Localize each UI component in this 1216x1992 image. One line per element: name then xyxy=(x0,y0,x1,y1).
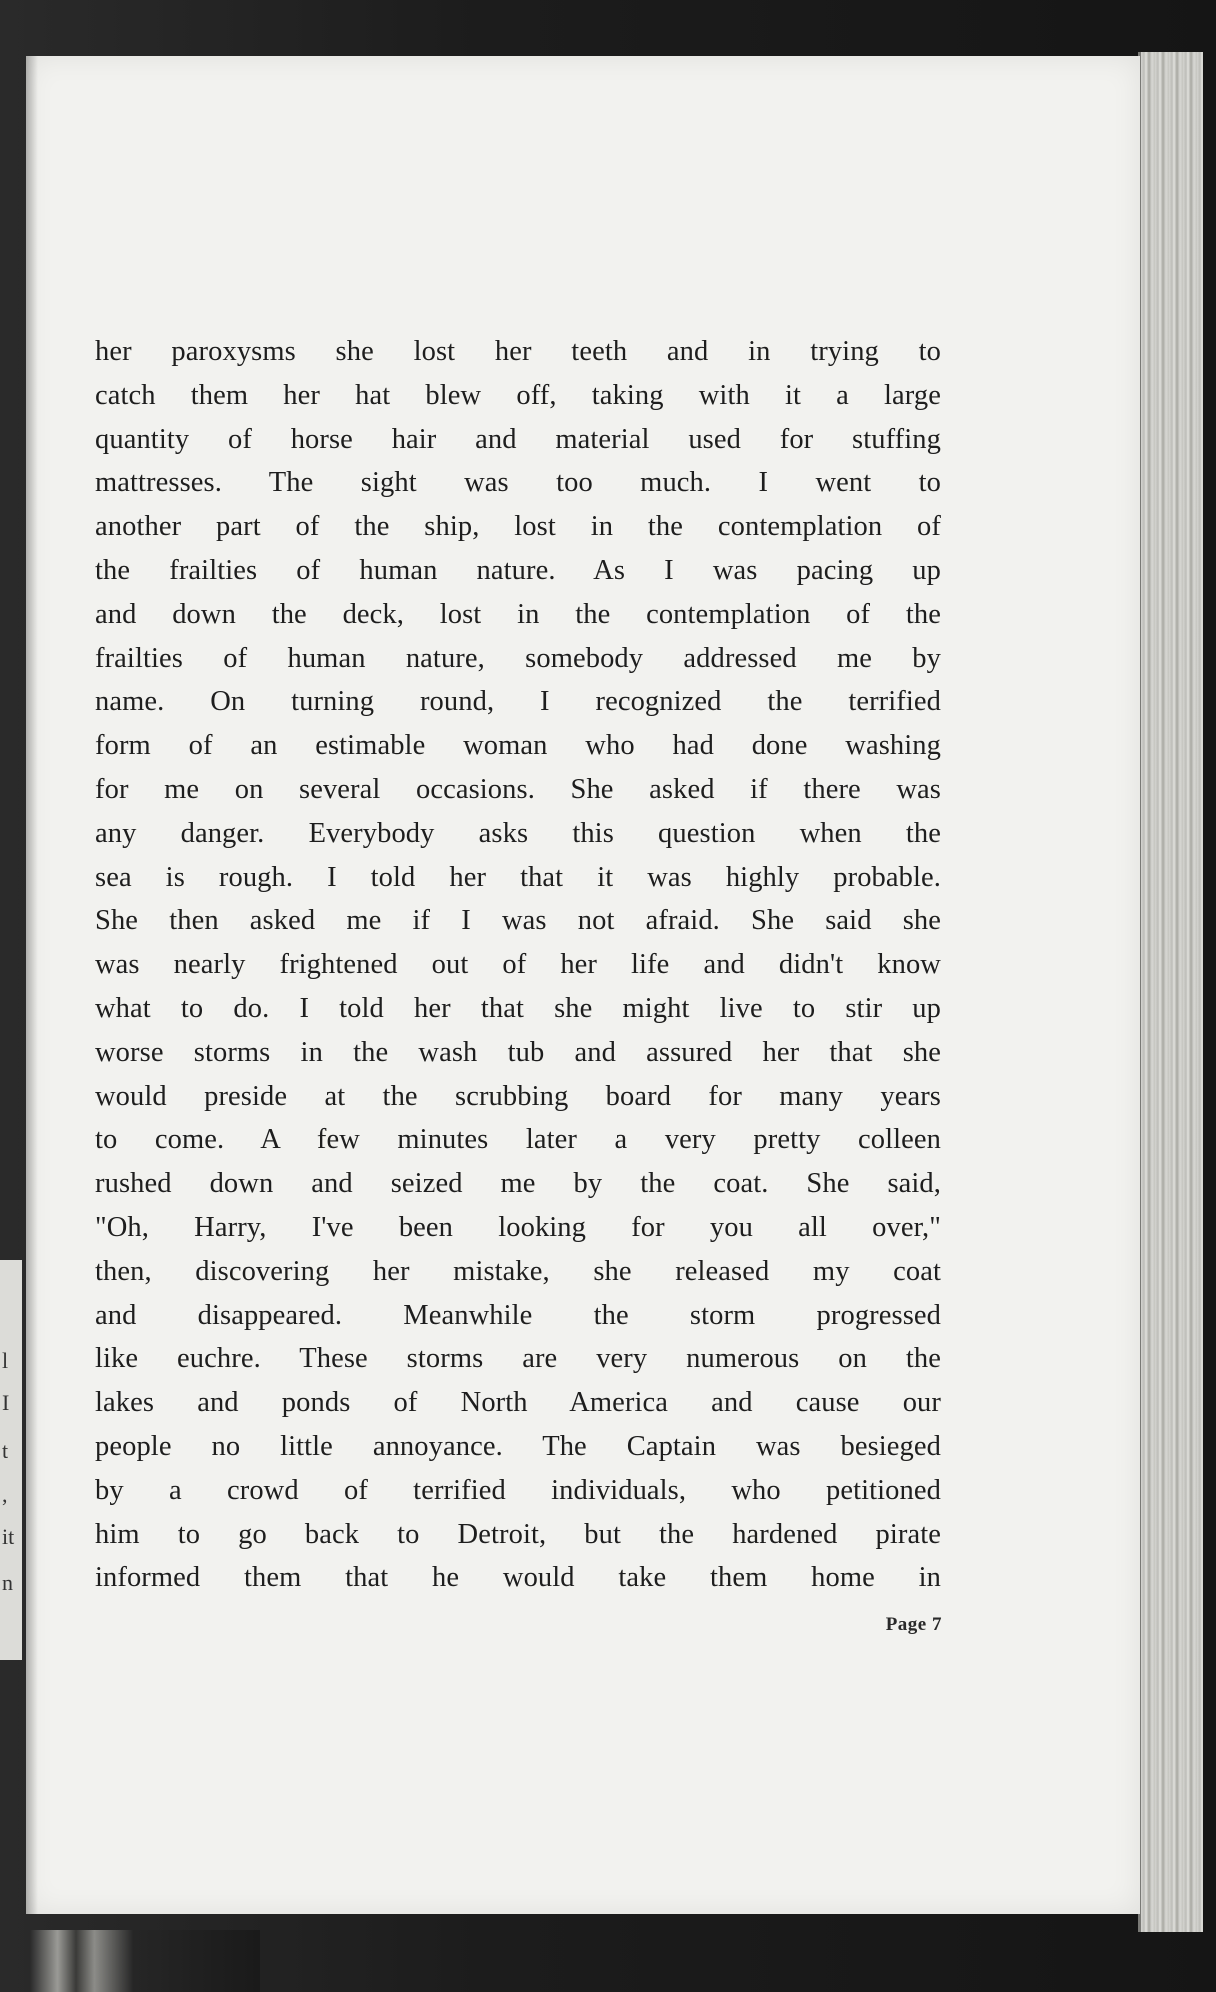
text-line: informed them that he would take them home in xyxy=(95,1562,941,1594)
text-line: the frailties of human nature. As I was pacing up xyxy=(95,554,941,586)
text-line: another part of the ship, lost in the contemplation of xyxy=(95,511,941,543)
text-line: name. On turning round, I recognized the terrified xyxy=(95,686,941,718)
text-line: and down the deck, lost in the contemplation of the xyxy=(95,598,941,630)
text-line: worse storms in the wash tub and assured her that she xyxy=(95,1036,941,1068)
body-text xyxy=(95,330,941,1600)
text-line: quantity of horse hair and material used for stuffing xyxy=(95,423,941,455)
page-number: Page 7 xyxy=(885,1614,942,1635)
book-page-edge xyxy=(1138,52,1203,1932)
text-line: was nearly frightened out of her life and didn't know xyxy=(95,949,941,981)
text-line: frailties of human nature, somebody addressed me by xyxy=(95,642,941,674)
text-line: rushed down and seized me by the coat. She said, xyxy=(95,1168,941,1200)
margin-fragment: it xyxy=(2,1524,15,1549)
text-line: then, discovering her mistake, she released my coat xyxy=(95,1255,941,1287)
margin-fragment: n xyxy=(2,1570,13,1595)
text-line: people no little annoyance. The Captain was besieged xyxy=(95,1430,941,1462)
margin-fragment: , xyxy=(2,1482,8,1507)
text-line: any danger. Everybody asks this question when the xyxy=(95,817,941,849)
book-spine-bottom xyxy=(30,1930,260,1992)
text-line: by a crowd of terrified individuals, who petitioned xyxy=(95,1474,941,1506)
text-line: her paroxysms she lost her teeth and in trying to xyxy=(95,336,941,367)
text-line: lakes and ponds of North America and cause our xyxy=(95,1387,941,1419)
text-line: catch them her hat blew off, taking with it a large xyxy=(95,379,941,411)
margin-fragment: I xyxy=(2,1390,10,1415)
text-line: like euchre. These storms are very numerous on the xyxy=(95,1343,941,1375)
text-line: to come. A few minutes later a very pretty colleen xyxy=(95,1124,941,1156)
adjacent-page-fragment xyxy=(0,1260,22,1660)
text-line: sea is rough. I told her that it was highly probable. xyxy=(95,861,941,893)
text-line: mattresses. The sight was too much. I went to xyxy=(95,467,941,499)
margin-fragment: l xyxy=(2,1348,9,1373)
text-line: form of an estimable woman who had done washing xyxy=(95,730,941,762)
text-line: what to do. I told her that she might live to stir up xyxy=(95,992,941,1024)
text-line: and disappeared. Meanwhile the storm progressed xyxy=(95,1299,941,1331)
text-line: him to go back to Detroit, but the hardened pirate xyxy=(95,1518,941,1550)
text-line: would preside at the scrubbing board for many years xyxy=(95,1080,941,1112)
page-gutter-shadow xyxy=(26,56,38,1914)
text-line: for me on several occasions. She asked if there was xyxy=(95,773,941,805)
text-line: She then asked me if I was not afraid. She said she xyxy=(95,905,941,937)
text-line: "Oh, Harry, I've been looking for you all over," xyxy=(95,1211,941,1243)
margin-fragment: t xyxy=(2,1438,9,1463)
